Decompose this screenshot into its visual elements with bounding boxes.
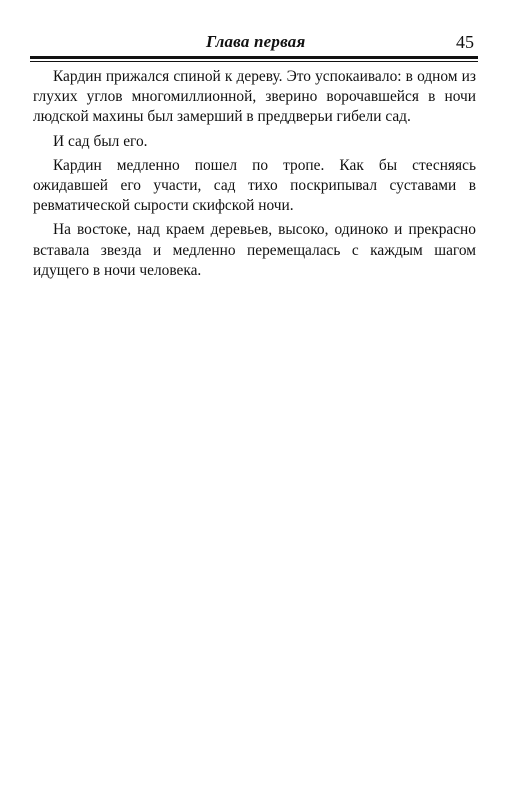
chapter-title: Глава первая xyxy=(206,32,306,51)
header-rule-thin xyxy=(30,61,478,62)
page-number: 45 xyxy=(456,32,474,52)
paragraph: И сад был его. xyxy=(53,132,148,150)
paragraph: На востоке, над краем деревьев, высоко, одиноко и прекрасно вставала звезда и медленно перемещалась с каждым шагом идущего в ночи человека. xyxy=(33,221,476,279)
paragraph: Кардин медленно пошел по тропе. Как бы стесняясь ожидавшей его участи, сад тихо поскрипывал суставами в ревматической сырости скифской ночи. xyxy=(33,156,476,215)
body-text xyxy=(33,67,476,285)
header-rule-thick xyxy=(30,56,478,59)
running-header xyxy=(30,32,478,54)
paragraph: Кардин прижался спиной к дереву. Это успокаивало: в одном из глухих углов многомиллионной, зверино ворочавшейся в ночи людской махины был замерший в преддверьи гибели сад. xyxy=(33,68,476,126)
